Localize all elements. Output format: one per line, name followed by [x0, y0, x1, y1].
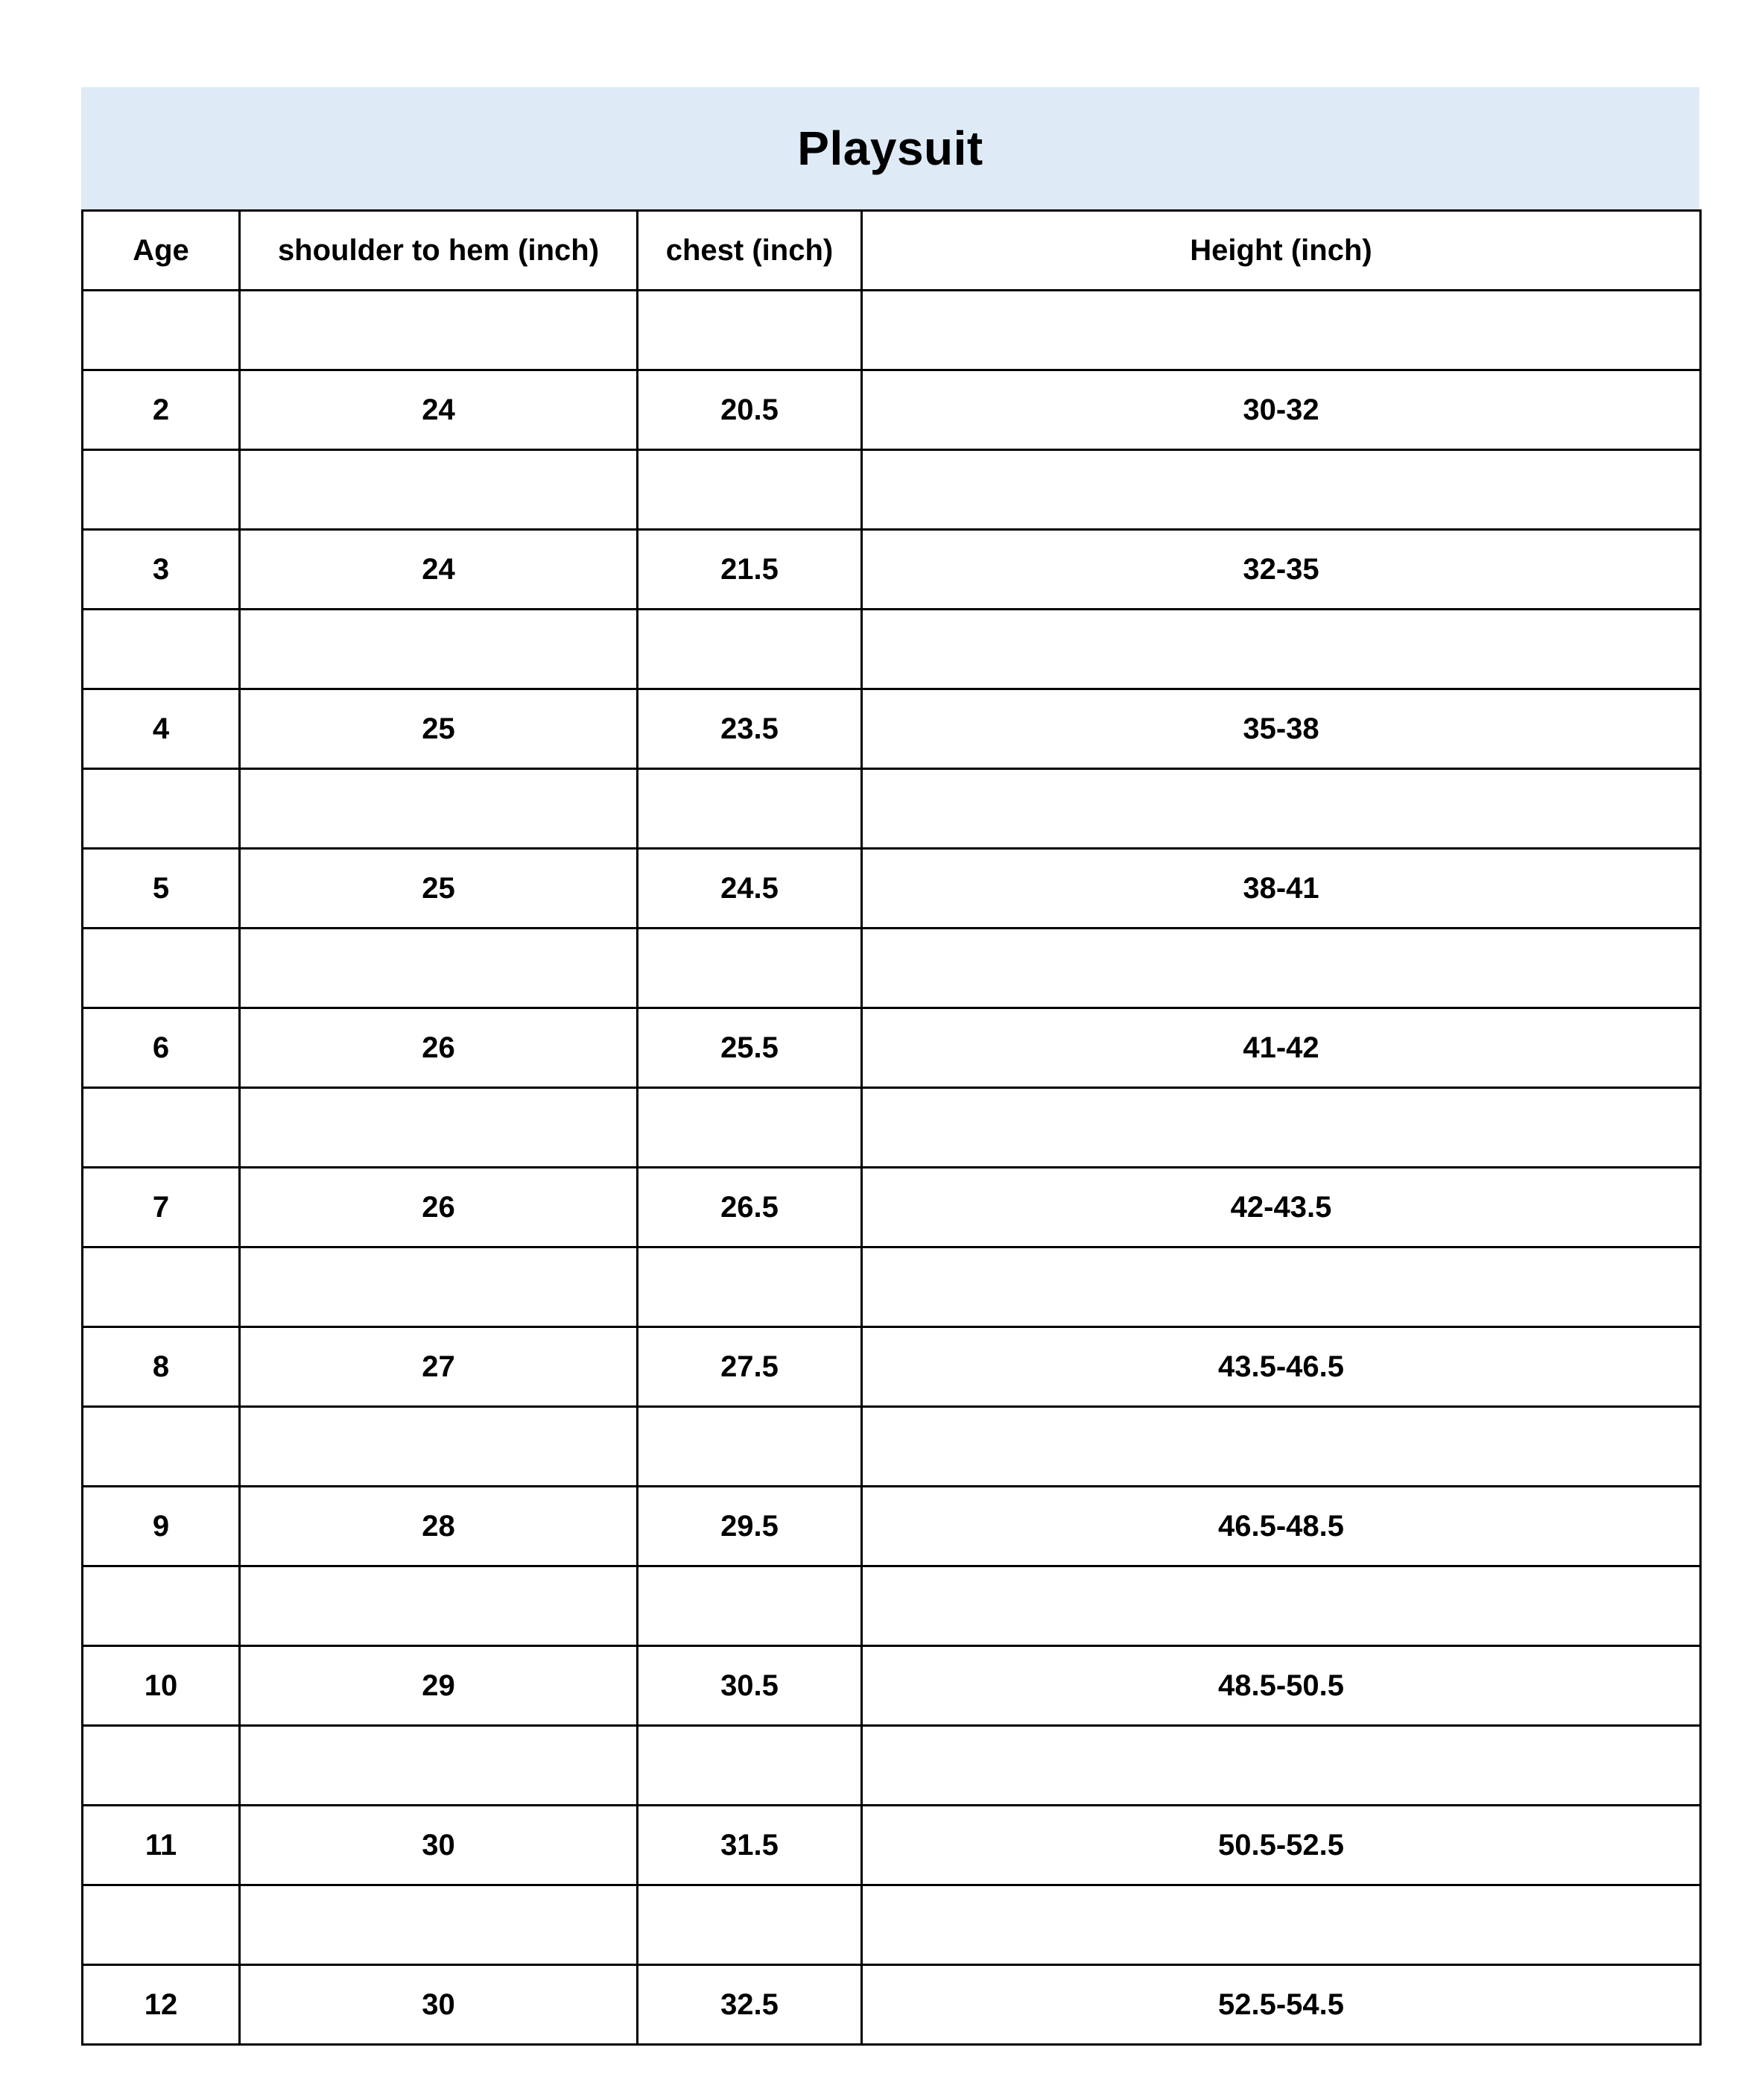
cell-age [83, 1088, 240, 1168]
cell-shoulder-to-hem [240, 291, 638, 370]
cell-height: 43.5-46.5 [862, 1327, 1701, 1407]
cell-age [83, 929, 240, 1008]
cell-chest: 31.5 [638, 1806, 862, 1885]
cell-age [83, 1247, 240, 1327]
cell-age [83, 1726, 240, 1806]
table-row [83, 450, 1701, 530]
header-height: Height (inch) [862, 211, 1701, 291]
cell-age: 3 [83, 530, 240, 610]
cell-chest: 20.5 [638, 370, 862, 450]
cell-chest [638, 1885, 862, 1965]
cell-height: 41-42 [862, 1008, 1701, 1088]
cell-chest: 29.5 [638, 1487, 862, 1566]
cell-age: 6 [83, 1008, 240, 1088]
cell-chest: 21.5 [638, 530, 862, 610]
table-row [83, 1965, 1701, 2045]
cell-shoulder-to-hem [240, 450, 638, 530]
cell-shoulder-to-hem: 24 [240, 370, 638, 450]
cell-chest: 27.5 [638, 1327, 862, 1407]
cell-chest: 25.5 [638, 1008, 862, 1088]
cell-shoulder-to-hem: 30 [240, 1806, 638, 1885]
cell-height: 48.5-50.5 [862, 1646, 1701, 1726]
cell-shoulder-to-hem: 25 [240, 849, 638, 929]
header-age: Age [83, 211, 240, 291]
table-row [83, 370, 1701, 450]
cell-shoulder-to-hem: 26 [240, 1008, 638, 1088]
cell-height: 32-35 [862, 530, 1701, 610]
cell-shoulder-to-hem [240, 1247, 638, 1327]
cell-height [862, 610, 1701, 689]
cell-chest: 23.5 [638, 689, 862, 769]
cell-height [862, 1247, 1701, 1327]
cell-chest [638, 610, 862, 689]
cell-chest [638, 450, 862, 530]
table-row [83, 1646, 1701, 1726]
table-row [83, 530, 1701, 610]
cell-chest [638, 291, 862, 370]
header-shoulder-to-hem: shoulder to hem (inch) [240, 211, 638, 291]
cell-chest [638, 1088, 862, 1168]
table-row [83, 1726, 1701, 1806]
cell-height: 52.5-54.5 [862, 1965, 1701, 2045]
cell-age [83, 769, 240, 849]
cell-height: 50.5-52.5 [862, 1806, 1701, 1885]
cell-age: 12 [83, 1965, 240, 2045]
table-row [83, 1566, 1701, 1646]
cell-height: 30-32 [862, 370, 1701, 450]
cell-chest [638, 1566, 862, 1646]
cell-age: 8 [83, 1327, 240, 1407]
cell-shoulder-to-hem [240, 769, 638, 849]
cell-height: 42-43.5 [862, 1168, 1701, 1247]
cell-height: 38-41 [862, 849, 1701, 929]
table-row [83, 1806, 1701, 1885]
cell-height: 46.5-48.5 [862, 1487, 1701, 1566]
cell-height [862, 1407, 1701, 1487]
cell-height [862, 1088, 1701, 1168]
cell-age [83, 1885, 240, 1965]
cell-chest: 26.5 [638, 1168, 862, 1247]
cell-shoulder-to-hem: 27 [240, 1327, 638, 1407]
cell-shoulder-to-hem [240, 1566, 638, 1646]
cell-shoulder-to-hem [240, 610, 638, 689]
cell-shoulder-to-hem [240, 1407, 638, 1487]
cell-age: 7 [83, 1168, 240, 1247]
cell-age [83, 1566, 240, 1646]
cell-chest [638, 769, 862, 849]
table-row [83, 1168, 1701, 1247]
table-body [83, 291, 1701, 2045]
table-row [83, 1008, 1701, 1088]
cell-shoulder-to-hem: 29 [240, 1646, 638, 1726]
cell-height [862, 929, 1701, 1008]
table-row [83, 689, 1701, 769]
size-table [81, 209, 1702, 2046]
cell-shoulder-to-hem [240, 1885, 638, 1965]
cell-chest: 24.5 [638, 849, 862, 929]
cell-chest: 30.5 [638, 1646, 862, 1726]
table-row [83, 1407, 1701, 1487]
cell-age: 9 [83, 1487, 240, 1566]
size-chart-sheet [81, 87, 1699, 2046]
table-row [83, 929, 1701, 1008]
cell-chest [638, 1726, 862, 1806]
cell-age [83, 450, 240, 530]
cell-height [862, 450, 1701, 530]
cell-height [862, 1726, 1701, 1806]
cell-age: 4 [83, 689, 240, 769]
cell-age [83, 610, 240, 689]
cell-age: 11 [83, 1806, 240, 1885]
title-bar [81, 87, 1699, 209]
cell-shoulder-to-hem [240, 1088, 638, 1168]
cell-age [83, 1407, 240, 1487]
cell-chest [638, 929, 862, 1008]
cell-age: 10 [83, 1646, 240, 1726]
table-row [83, 849, 1701, 929]
table-row [83, 1487, 1701, 1566]
table-row [83, 769, 1701, 849]
table-row [83, 1247, 1701, 1327]
cell-shoulder-to-hem [240, 929, 638, 1008]
cell-chest: 32.5 [638, 1965, 862, 2045]
cell-age: 5 [83, 849, 240, 929]
cell-shoulder-to-hem: 30 [240, 1965, 638, 2045]
table-row [83, 291, 1701, 370]
cell-shoulder-to-hem [240, 1726, 638, 1806]
header-row [83, 211, 1701, 291]
cell-height [862, 291, 1701, 370]
cell-shoulder-to-hem: 24 [240, 530, 638, 610]
page-title: Playsuit [797, 121, 983, 175]
table-row [83, 1088, 1701, 1168]
cell-shoulder-to-hem: 25 [240, 689, 638, 769]
cell-chest [638, 1407, 862, 1487]
header-chest: chest (inch) [638, 211, 862, 291]
cell-height [862, 769, 1701, 849]
table-row [83, 610, 1701, 689]
cell-age: 2 [83, 370, 240, 450]
table-row [83, 1327, 1701, 1407]
cell-chest [638, 1247, 862, 1327]
cell-age [83, 291, 240, 370]
cell-height [862, 1885, 1701, 1965]
table-row [83, 1885, 1701, 1965]
cell-shoulder-to-hem: 26 [240, 1168, 638, 1247]
cell-height: 35-38 [862, 689, 1701, 769]
cell-height [862, 1566, 1701, 1646]
cell-shoulder-to-hem: 28 [240, 1487, 638, 1566]
